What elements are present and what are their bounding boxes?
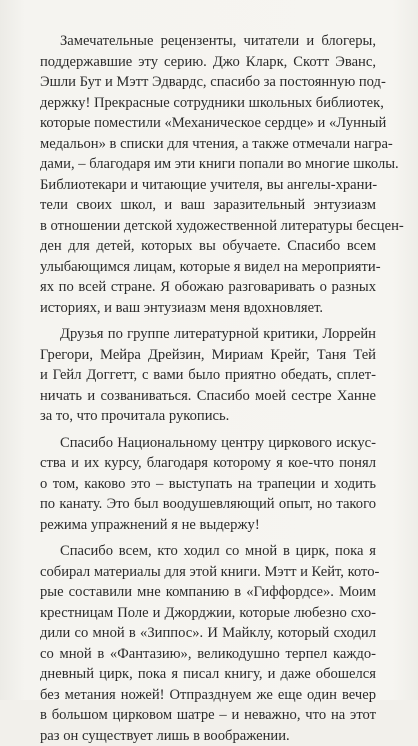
- text-line: крестницам Поле и Джорджии, которые любезно схо-: [40, 603, 376, 624]
- paragraph-circus-centre: [40, 433, 376, 536]
- text-line: в большом цирковом шатре – и неважно, что на этот: [40, 705, 376, 726]
- text-line: тели своих школ, и ваш заразительный энтузиазм: [40, 195, 376, 216]
- paragraph-circus-companions: [40, 541, 376, 746]
- text-line: ства и их курсу, благодаря которому я кое-что понял: [40, 453, 376, 474]
- text-line: со мной в «Фантазию», великодушно терпел каждо-: [40, 644, 376, 665]
- text-line: рые составили мне компанию в «Гиффордсе». Моим: [40, 582, 376, 603]
- text-line: историях, и ваш энтузиазм меня вдохновляет.: [40, 298, 376, 319]
- text-line: ден для детей, которых вы обучаете. Спасибо всем: [40, 236, 376, 257]
- text-line: медальон» в списки для чтения, а также отмечали награ-: [40, 134, 376, 155]
- text-line: ях по всей стране. Я обожаю разговаривать о разных: [40, 277, 376, 298]
- text-line: Грегори, Мейра Дрейзин, Мириам Крейг, Таня Тей: [40, 345, 376, 366]
- text-line: в отношении детской художественной литературы бесцен-: [40, 216, 376, 237]
- text-line: дневный цирк, пока я писал книгу, и даже обошелся: [40, 664, 376, 685]
- text-line: по канату. Это был воодушевляющий опыт, но такого: [40, 494, 376, 515]
- text-line: улыбающимся лицам, которые я видел на мероприяти-: [40, 257, 376, 278]
- text-line: дами, – благодаря им эти книги попали во многие школы.: [40, 154, 376, 175]
- text-line: поддержавшие эту серию. Джо Кларк, Скотт Эванс,: [40, 52, 376, 73]
- text-line: ничать и созваниваться. Спасибо моей сестре Ханне: [40, 386, 376, 407]
- text-line: о том, каково это – выступать на трапеции и ходить: [40, 474, 376, 495]
- text-line: собирал материалы для этой книги. Мэтт и Кейт, кото-: [40, 562, 376, 583]
- text-line: Эшли Бут и Мэтт Эдвардс, спасибо за постоянную под-: [40, 72, 376, 93]
- text-line: которые поместили «Механическое сердце» и «Лунный: [40, 113, 376, 134]
- text-line: без метания ножей! Отпразднуем же еще один вечер: [40, 685, 376, 706]
- text-line: Библиотекари и читающие учителя, вы ангелы-храни-: [40, 175, 376, 196]
- text-line: Замечательные рецензенты, читатели и блогеры,: [40, 31, 376, 52]
- text-line: Друзья по группе литературной критики, Лоррейн: [40, 324, 376, 345]
- text-line: держку! Прекрасные сотрудники школьных библиотек,: [40, 93, 376, 114]
- paragraph-critique-group: [40, 324, 376, 427]
- text-line: режима упражнений я не выдержу!: [40, 515, 376, 536]
- text-line: дили со мной в «Зиппос». И Майклу, который сходил: [40, 623, 376, 644]
- text-line: Спасибо всем, кто ходил со мной в цирк, пока я: [40, 541, 376, 562]
- paragraph-reviewers: [40, 31, 376, 318]
- text-line: за то, что прочитала рукопись.: [40, 406, 376, 427]
- text-line: раз он существует лишь в воображении.: [40, 726, 376, 746]
- text-line: и Гейл Доггетт, с вами было приятно обедать, сплет-: [40, 365, 376, 386]
- text-line: Спасибо Национальному центру циркового искус-: [40, 433, 376, 454]
- acknowledgements-text: [40, 31, 376, 746]
